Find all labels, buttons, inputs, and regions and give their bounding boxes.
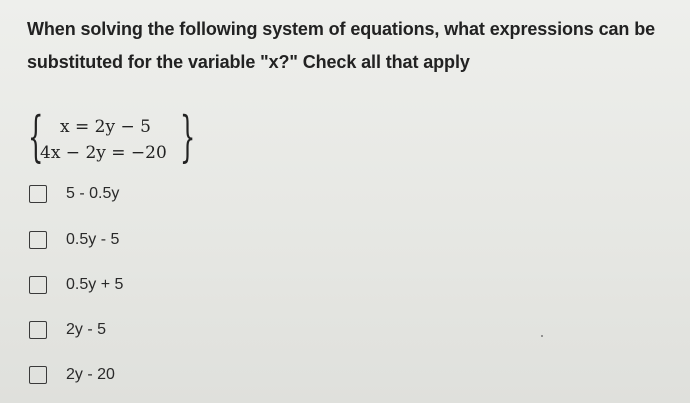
checkbox[interactable] (29, 276, 47, 294)
checkbox[interactable] (29, 185, 47, 203)
option-label: 0.5y - 5 (66, 231, 120, 248)
option-2[interactable] (29, 228, 229, 252)
equation-system (28, 105, 203, 171)
stray-dot (541, 335, 543, 337)
checkbox[interactable] (29, 231, 47, 249)
equation-1: x = 2y − 5 (60, 117, 151, 137)
option-1[interactable] (29, 182, 229, 206)
left-brace: { (28, 105, 44, 168)
option-3[interactable] (29, 273, 229, 297)
option-5[interactable] (29, 363, 229, 387)
question-text (27, 13, 677, 79)
option-label: 2y - 20 (66, 366, 115, 383)
checkbox[interactable] (29, 366, 47, 384)
option-4[interactable] (29, 318, 229, 342)
question-line-1: When solving the following system of equations, what expressions can be (27, 19, 656, 39)
right-brace: } (179, 105, 195, 168)
checkbox[interactable] (29, 321, 47, 339)
question-line-2: substituted for the variable "x?" Check all that apply (27, 52, 470, 72)
option-label: 2y - 5 (66, 321, 107, 338)
option-label: 5 - 0.5y (66, 185, 120, 202)
option-label: 0.5y + 5 (66, 276, 124, 293)
equation-2: 4x − 2y = −20 (40, 143, 167, 163)
